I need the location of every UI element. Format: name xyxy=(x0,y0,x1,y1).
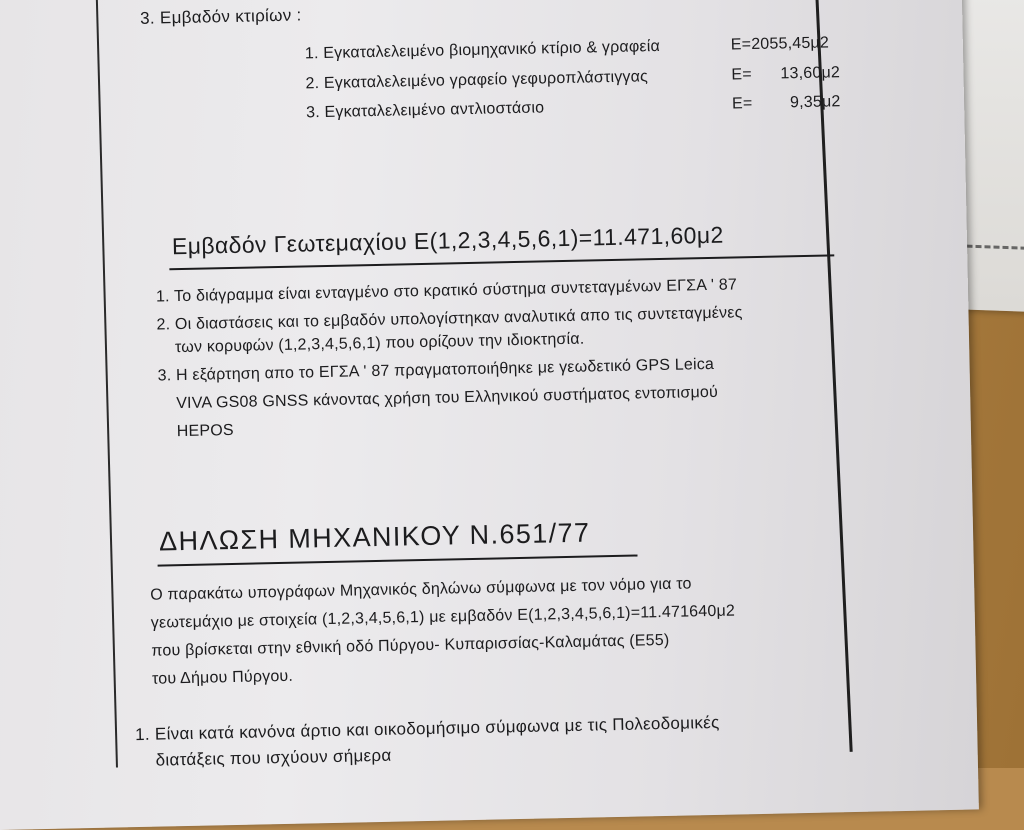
plot-note-1: 1. Το διάγραμμα είναι ενταγμένο στο κρατικό σύστημα συντεταγμένων ΕΓΣΑ ' 87 xyxy=(155,276,738,306)
plot-note-3-continued: VIVA GS08 GNSS κάνοντας χρήση του Ελληνικού συστήματος εντοπισμού xyxy=(176,383,719,413)
declaration-line-2: γεωτεμάχιο με στοιχεία (1,2,3,4,5,6,1) με εμβαδόν Ε(1,2,3,4,5,6,1)=11.471640μ2 xyxy=(150,602,736,632)
declaration-item-1: 1. Είναι κατά κανόνα άρτιο και οικοδομήσιμο σύμφωνα με τις Πολεοδομικές xyxy=(134,712,720,745)
plot-note-3: 3. Η εξάρτηση απο το ΕΓΣΑ ' 87 πραγματοποιήθηκε με γεωδετικό GPS Leica xyxy=(157,355,715,385)
declaration-item-1-continued: διατάξεις που ισχύουν σήμερα xyxy=(155,745,392,770)
building-area-item-1-label: 1. Εγκαταλελειμένο βιομηχανικό κτίριο & γραφεία xyxy=(304,37,661,63)
declaration-line-3: που βρίσκεται στην εθνική οδό Πύργου- Κυπαρισσίας-Καλαμάτας (Ε55) xyxy=(151,631,670,660)
building-area-item-3-label: 3. Εγκαταλελειμένο αντλιοστάσιο xyxy=(305,99,545,122)
page-frame-left-border xyxy=(95,0,118,767)
page-frame-right-border xyxy=(812,0,852,752)
building-areas-heading: 3. Εμβαδόν κτιρίων : xyxy=(139,5,302,28)
building-area-item-2-label: 2. Εγκαταλελειμένο γραφείο γεφυροπλάστιγγας xyxy=(305,68,649,93)
building-area-item-3-value: 9,35μ2 xyxy=(789,93,841,112)
declaration-line-1: Ο παρακάτω υπογράφων Μηχανικός δηλώνω σύμφωνα με τον νόμο για το xyxy=(150,575,692,604)
background-document-dashed-line xyxy=(967,245,1024,251)
declaration-line-4: του Δήμου Πύργου. xyxy=(151,667,294,688)
building-area-item-2-value: 13,60μ2 xyxy=(780,64,841,83)
building-area-item-1-value: E=2055,45μ2 xyxy=(730,34,830,54)
plot-area-title: Εμβαδόν Γεωτεμαχίου Ε(1,2,3,4,5,6,1)=11.471,60μ2 xyxy=(171,221,724,260)
declaration-title-underline xyxy=(158,555,638,567)
building-area-item-3-prefix: E= xyxy=(731,95,753,113)
building-area-item-2-prefix: E= xyxy=(731,66,753,84)
plot-note-2-continued: των κορυφών (1,2,3,4,5,6,1) που ορίζουν την ιδιοκτησία. xyxy=(174,330,585,357)
plot-note-2: 2. Οι διαστάσεις και το εμβαδόν υπολογίστηκαν αναλυτικά απο τις συντεταγμένες xyxy=(156,304,743,334)
declaration-title: ΔΗΛΩΣΗ ΜΗΧΑΝΙΚΟΥ Ν.651/77 xyxy=(158,517,591,557)
plot-note-3-hepos: HEPOS xyxy=(176,421,234,441)
